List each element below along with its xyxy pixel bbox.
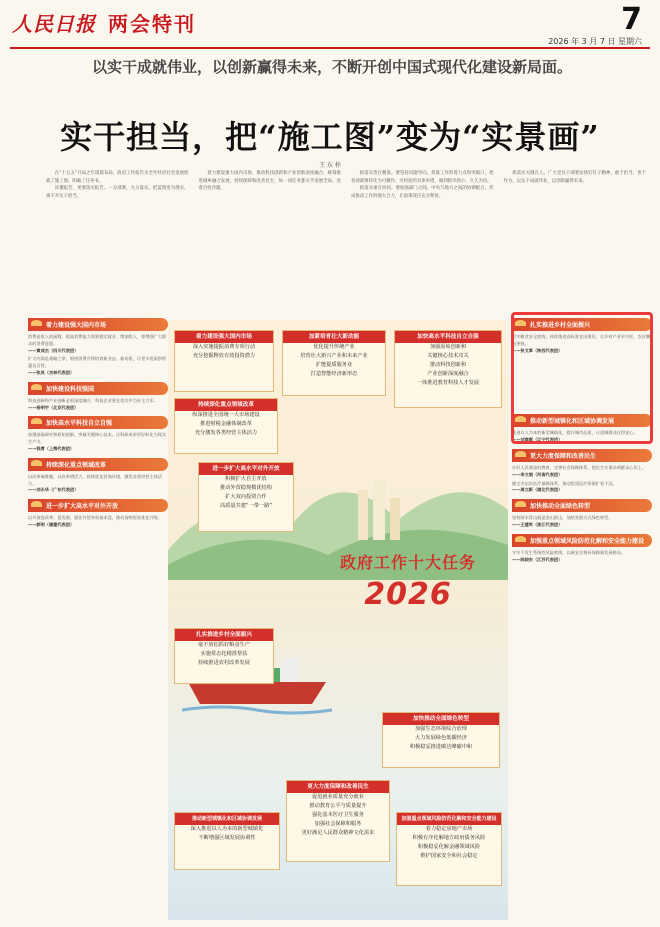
side-section <box>28 499 168 529</box>
subheadline: 以实干成就伟业，以创新赢得未来，不断开创中国式现代化建设新局面。 <box>92 58 573 76</box>
task-item: 高质量共建“一带一路” <box>219 503 273 509</box>
side-section-title: 进一步扩大高水平对外开放 <box>28 499 168 512</box>
task-card <box>174 628 274 684</box>
task-item: 产业创新深度融合 <box>427 371 469 377</box>
task-item: 纵深推进全国统一大市场建设 <box>192 412 260 418</box>
task-title: 进一步扩大高水平对外开放 <box>199 463 293 475</box>
task-item: 充分激发各类经营主体活力 <box>194 430 258 436</box>
task-title: 推动新型城镇化和区域协调发展 <box>175 813 279 825</box>
task-item: 持续推进农村改革发展 <box>198 660 250 666</box>
task-title: 加强重点领域风险防范化解和安全能力建设 <box>397 813 501 825</box>
quote-text: 健全多层次医疗保障体系，推动优质医疗资源扩容下沉。 <box>512 480 617 486</box>
task-item: 大力发展绿色低碳经济 <box>415 735 467 741</box>
task-item: 毫不放松抓好粮食生产 <box>198 642 250 648</box>
article-body <box>46 170 646 308</box>
task-item: 强化基本医疗卫生服务 <box>312 812 364 818</box>
quote-text: 以改革破难题，以改革增活力，持续优化营商环境，激发各类经营主体活力。 <box>28 473 163 486</box>
task-item: 积极稳妥化解金融领域风险 <box>417 844 481 850</box>
side-section <box>512 534 652 564</box>
article-paragraph: 读懂报告，更要落实报告。一分部署，九分落实。把蓝图变为现实，离不开实干担当。 <box>46 186 189 199</box>
quote-author: ——张文革（陕西代表团） <box>512 347 563 353</box>
task-item: 扩能提质服务业 <box>315 362 353 368</box>
newspaper-logo: 人民日报 <box>12 12 96 36</box>
side-section <box>28 382 168 412</box>
task-item: 着力稳定房地产市场 <box>425 826 473 832</box>
headline: 实干担当，把“施工图”变为“实景画” <box>60 118 600 156</box>
task-item: 推动外贸稳规模优结构 <box>220 485 272 491</box>
task-item: 加强原始创新和 <box>429 344 467 350</box>
quote-author: ——钱青（上海代表团） <box>28 445 75 451</box>
side-section-title: 加强重点领域风险防范化解和安全能力建设 <box>512 534 652 547</box>
task-card <box>198 462 294 532</box>
side-section <box>512 499 652 529</box>
quote-text: 加强基础研究和原始创新，突破关键核心技术，让科研成果更好转化为现实生产力。 <box>28 432 167 445</box>
section-title: 两会特刊 <box>108 12 196 36</box>
task-item: 加强生态环境综合治理 <box>415 726 467 732</box>
task-item: 实施常态化精准帮扶 <box>200 651 248 657</box>
side-section-title: 着力建设强大国内市场 <box>28 318 168 331</box>
quote-text: 科技创新和产业创新必须深度融合，科技企业要在攻关中当好主力军。 <box>28 397 158 403</box>
side-section-title: 加快建设科技强国 <box>28 382 168 395</box>
quote-author: ——周立新（湖北代表团） <box>512 487 563 493</box>
side-section-title: 加快推动全面绿色转型 <box>512 499 652 512</box>
quote-text: 以开放促改革、促发展，稳住外贸外资基本盘，推动货物贸易优化升级。 <box>28 515 163 521</box>
poster-banner <box>318 550 498 612</box>
side-section-title: 加快高水平科技自立自强 <box>28 416 168 429</box>
task-card <box>286 780 390 862</box>
quote-text: 扩大内需是战略之举，围绕消费升级培育新业态、新场景，让更多优质供给惠及百姓。 <box>28 356 167 369</box>
task-title: 更大力度保障和改善民生 <box>287 781 389 793</box>
quote-author: ——陈晓东（江苏代表团） <box>512 556 563 562</box>
task-card <box>174 330 274 392</box>
quote-text: 坚持绿水青山就是金山银山，加快发展方式绿色转型。 <box>512 515 613 521</box>
task-item: 维护国家安全和社会稳定 <box>420 853 478 859</box>
task-card <box>174 398 278 454</box>
side-section-title: 扎实推进乡村全面振兴 <box>512 318 652 331</box>
task-item: 积极有序化解地方政府债务风险 <box>412 835 486 841</box>
task-item: 不断增强区域发展协调性 <box>198 835 256 841</box>
task-item: 推动教育公平与质量提升 <box>309 803 367 809</box>
quote-author: ——黄成杰（四川代表团） <box>28 347 79 353</box>
task-card <box>174 812 280 870</box>
quote-text: 推进以人为本的新型城镇化，提升城市品质，让进城群众住得安心。 <box>512 430 638 436</box>
byline: 王 东 梓 <box>319 162 341 169</box>
task-title: 持续深化重点领域改革 <box>175 399 277 411</box>
highlight-frame <box>511 312 653 444</box>
side-section-title: 持续深化重点领域改革 <box>28 458 168 471</box>
quote-text: 把牢粮食安全底线，持续推进高标准农田建设，让乡村产业更兴旺、农民腰包更鼓。 <box>512 334 651 346</box>
task-item: 打造智能经济新形态 <box>310 371 358 377</box>
article-paragraph: 在“十五五”开局之年谋篇布局，政府工作报告为全年经济社会发展绘就了施工图、明确了任务书。 <box>46 171 189 184</box>
side-section-title: 推动新型城镇化和区域协调发展 <box>512 414 652 427</box>
quote-author: ——杨明宇（北京代表团） <box>28 404 79 410</box>
article-paragraph: 抓落实关键在人。广大党员干部要发扬钉钉子精神，敢于担当、善于作为，以实干成就伟业，以创新赢得未来。 <box>503 171 646 184</box>
side-section <box>28 416 168 452</box>
quote-text: 办好人民满意的教育，完善社会保障体系，把民生实事办到群众心坎上。 <box>512 464 647 470</box>
issue-date: 2026 年 3 月 7 日 星期六 <box>548 37 642 46</box>
task-card <box>282 330 386 396</box>
task-item: 更好满足人民群众精神文化需求 <box>301 830 375 836</box>
task-item: 深入推进以人为本的新型城镇化 <box>190 826 264 832</box>
task-item: 加强社会保障和服务 <box>314 821 362 827</box>
quote-text: 守牢不发生系统性风险底线，以新安全格局保障新发展格局。 <box>512 549 626 555</box>
task-item: 培育壮大新兴产业和未来产业 <box>300 353 368 359</box>
task-title: 着力建设强大国内市场 <box>175 331 273 343</box>
quote-author: ——刘永华（广东代表团） <box>28 487 79 493</box>
task-item: 促进就业质量充分就业 <box>312 794 364 800</box>
poster-title: 政府工作十大任务 <box>339 553 476 572</box>
task-item: 推动科技创新和 <box>429 362 467 368</box>
task-item: 积极稳妥推进碳达峰碳中和 <box>409 744 473 750</box>
side-section <box>512 449 652 494</box>
task-item: 积极扩大自主开放 <box>225 476 267 482</box>
task-title: 扎实推进乡村全面振兴 <box>175 629 273 641</box>
ten-tasks-poster <box>168 320 508 920</box>
quote-author: ——李文娟（河南代表团） <box>512 471 563 477</box>
task-title: 加快推动全面绿色转型 <box>383 713 499 725</box>
task-card <box>382 712 500 768</box>
task-item: 关键核心技术攻关 <box>427 353 469 359</box>
article-paragraph: 抓落实贵在精准。要坚持问题导向，找准工作的着力点和突破口，把各项部署转化为可操作、可检验的具体举措，做到抓早抓小、久久为功。 <box>351 171 494 184</box>
side-section <box>28 458 168 494</box>
quote-author: ——郭明（福建代表团） <box>28 521 75 527</box>
quote-author: ——刘春晖（辽宁代表团） <box>512 437 563 443</box>
task-title: 加紧培育壮大新动能 <box>283 331 385 343</box>
quote-author: ——王建军（浙江代表团） <box>512 521 563 527</box>
task-item: 充分挖掘释放有效投资潜力 <box>192 353 256 359</box>
task-title: 加快高水平科技自立自强 <box>395 331 501 343</box>
task-item: 推进财税金融体制改革 <box>200 421 252 427</box>
quote-author: ——张凤（吉林代表团） <box>28 369 75 375</box>
left-sidebar <box>28 318 168 918</box>
side-section-title: 更大力度保障和改善民生 <box>512 449 652 462</box>
poster-year: 2026 <box>364 577 452 612</box>
task-item: 优化提升传统产业 <box>313 344 355 350</box>
side-section <box>28 318 168 377</box>
masthead <box>0 0 660 52</box>
quote-text: 消费是收入的函数，提高消费能力需要稳定就业、增加收入，要增强广大群众的消费意愿。 <box>28 334 167 346</box>
article-paragraph: 抓落实重在协同。要加强部门之间、中央与地方之间的协调配合，形成推动工作的强大合力，让政策效应充分释放。 <box>351 186 494 199</box>
task-item: 扩大双向投资合作 <box>225 494 267 500</box>
masthead-divider <box>10 47 650 49</box>
task-card <box>394 330 502 408</box>
task-card <box>396 812 502 886</box>
task-item: 一体推进教育科技人才发展 <box>416 380 480 386</box>
task-item: 深入实施提振消费专项行动 <box>192 344 256 350</box>
page-number: 7 <box>621 2 642 37</box>
article-paragraph: 着力建设强大国内市场，推动科技创新和产业创新深度融合，统筹推进城乡融合发展，持续保障和改善民生，每一项任务都关乎发展全局、连着百姓冷暖。 <box>198 171 341 192</box>
